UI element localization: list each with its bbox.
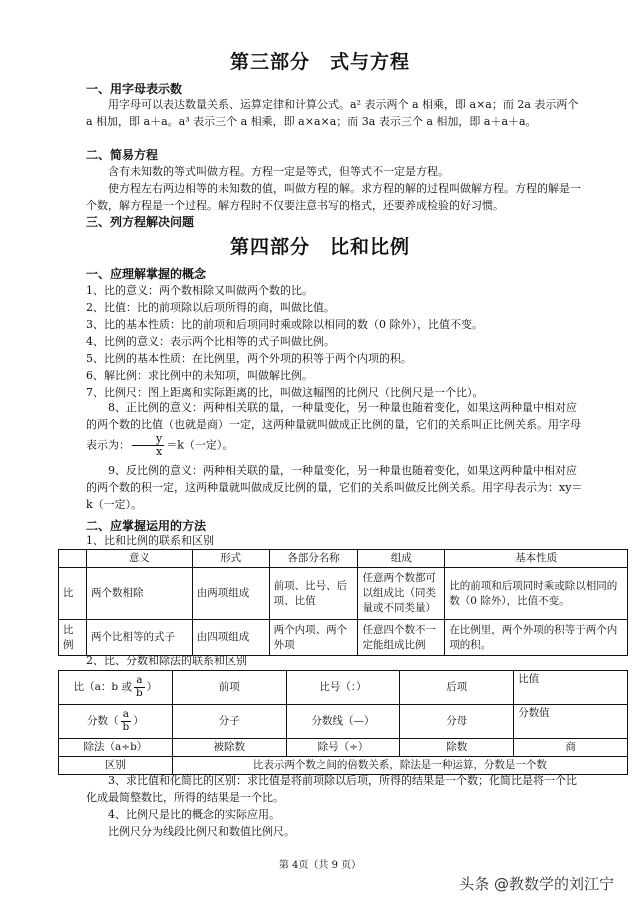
- ratio-proportion-table: [58, 549, 628, 656]
- table-cell: 比号（：）: [286, 671, 400, 705]
- table-cell: 分子: [172, 705, 286, 739]
- cell-text: 比（a：b 或: [73, 681, 132, 694]
- table-row: [59, 739, 628, 757]
- table-cell: 由四项组成: [192, 620, 269, 656]
- item3-ratio-vs-simplify: 3、求比值和化简比的区别：求比值是将前项除以后项，所得的结果是一个数；化简比是将一个比化成最简整数比，所得的结果是一个比。: [86, 774, 577, 805]
- table-cell: 比表示两个数之间的倍数关系，除法是一种运算，分数是一个数: [172, 757, 627, 775]
- table-cell: 前项: [172, 671, 286, 705]
- table-header-cell: 组成: [358, 550, 445, 568]
- table-cell: 任意四个数不一定能组成比例: [358, 620, 445, 656]
- part4-secB-title: 二、应掌握运用的方法: [86, 519, 207, 533]
- list-item: 5、比例的基本性质：在比例里，两个外项的积等于两个内项的积。: [86, 352, 412, 366]
- list-item: 2、比值：比的前项除以后项所得的商，叫做比值。: [86, 301, 335, 315]
- part3-sec1-body: 用字母可以表达数量关系、运算定律和计算公式。a² 表示两个 a 相乘，即 a×a；而 2a 表示两个 a 相加，即 a＋a。a³ 表示三个 a 相乘，即 a×a×a；而 3a 表示三个 a 相加，即 a＋a＋a。: [86, 98, 579, 129]
- fraction-denominator: b: [135, 687, 143, 699]
- table-cell: 两个内项、两个外项: [269, 620, 358, 656]
- item8-tail: ＝k（一定）。: [166, 438, 234, 452]
- table-cell: 两个比相等的式子: [86, 620, 192, 656]
- table-row: [59, 671, 628, 705]
- table2-caption: 2、比、分数和除法的联系和区别: [86, 654, 247, 667]
- table-row: [59, 568, 628, 620]
- table1-caption: 1、比和比例的联系和区别: [86, 534, 214, 547]
- list-item: 7、比例尺：图上距离和实际距离的比，叫做这幅图的比例尺（比例尺是一个比）。: [86, 386, 484, 400]
- watermark: 头条 @教数学的刘江宁: [459, 875, 614, 893]
- list-item: 6、解比例：求比例中的未知项，叫做解比例。: [86, 369, 313, 383]
- table-header-cell: 形式: [192, 550, 269, 568]
- table-cell: 任意两个数都可以组成比（同类量或不同类量）: [358, 568, 445, 620]
- cell-text: 分数（: [87, 715, 119, 728]
- table-cell: 除法（a÷b）: [59, 739, 173, 757]
- page-footer: 第 4页（共 9 页）: [278, 860, 362, 871]
- fraction-denominator: x: [156, 445, 163, 459]
- item4-scale: 4、比例尺是比的概念的实际应用。: [108, 808, 280, 821]
- list-item: 1、比的意义：两个数相除又叫做两个数的比。: [86, 284, 313, 297]
- item9-inverse-proportion: 9、反比例的意义：两种相关联的量，一种量变化，另一种量也随着变化，如果这两种量中相对应的两个数的积一定，这两种量就叫做成反比例的量，它们的关系叫做反比例关系。用字母表示为：xy＝k（一定）。: [86, 464, 583, 512]
- table-cell: 被除数: [172, 739, 286, 757]
- table-cell: 比值: [514, 671, 628, 705]
- table-header-cell: [59, 550, 87, 568]
- table-cell: 区别: [59, 757, 173, 775]
- table-cell: 分数值: [514, 705, 628, 739]
- fraction-denominator: b: [122, 721, 130, 733]
- table-header-cell: 基本性质: [445, 550, 628, 568]
- table-cell: 除号（÷）: [286, 739, 400, 757]
- cell-text: ）: [146, 681, 158, 694]
- table-cell: 前项、比号、后项、比值: [269, 568, 358, 620]
- a-over-b-fraction: [134, 675, 145, 699]
- item4-scale-types: 比例尺分为线段比例尺和数值比例尺。: [108, 825, 295, 838]
- concept-list: [86, 282, 586, 401]
- table-row: [59, 705, 628, 739]
- table-cell: [59, 671, 173, 705]
- table-header-cell: 意义: [86, 550, 192, 568]
- table-header-row: [59, 550, 628, 568]
- ratio-fraction-division-table: [58, 670, 628, 775]
- table-cell: 比例: [59, 620, 87, 656]
- part3-sec2-title: 二、简易方程: [86, 148, 159, 162]
- y-over-x-fraction: [132, 433, 164, 458]
- part3-sec1-title: 一、用字母表示数: [86, 82, 183, 96]
- fraction-numerator: y: [132, 433, 164, 446]
- table-cell: 比: [59, 568, 87, 620]
- table-header-cell: 各部分名称: [269, 550, 358, 568]
- item8-text: 8、正比例的意义：两种相关联的量，一种量变化，另一种量也随着变化，如果这两种量中相对应的两个数的比值（也就是商）一定，这两种量就叫做成正比例的量，它们的关系叫正比例关系。用字母表示为：: [86, 401, 581, 452]
- list-item: 4、比例的意义：表示两个比相等的式子叫做比例。: [86, 335, 335, 349]
- item8-direct-proportion: [86, 399, 586, 458]
- table-cell: 除数: [400, 739, 514, 757]
- table-cell: 分数线（—）: [286, 705, 400, 739]
- part3-sec2-p1: 含有未知数的等式叫做方程。方程一定是等式，但等式不一定是方程。: [108, 165, 449, 178]
- fraction-numerator: a: [121, 709, 132, 722]
- part4-secA-title: 一、应理解掌握的概念: [86, 267, 207, 281]
- table-cell: 由两项组成: [192, 568, 269, 620]
- table-cell: 分母: [400, 705, 514, 739]
- part4-title: 第四部分 比和比例: [229, 236, 410, 258]
- table-cell: 商: [514, 739, 628, 757]
- cell-text: ）: [133, 715, 144, 728]
- fraction-numerator: a: [134, 675, 145, 688]
- table-cell: 后项: [400, 671, 514, 705]
- table-cell: [59, 705, 173, 739]
- part3-sec2-p2: 使方程左右两边相等的未知数的值，叫做方程的解。求方程的解的过程叫做解方程。方程的解是一个数，解方程是一个过程。解方程时不仅要注意书写的格式，还要养成检验的好习惯。: [86, 182, 581, 213]
- a-over-b-fraction: [121, 709, 132, 733]
- table-cell: 在比例里，两个外项的积等于两个内项的积。: [445, 620, 628, 656]
- part3-sec3-title: 三、列方程解决问题: [86, 215, 195, 229]
- table-cell: 两个数相除: [86, 568, 192, 620]
- list-item: 3、比的基本性质：比的前项和后项同时乘或除以相同的数（0 除外），比值不变。: [86, 318, 483, 332]
- table-cell: 比的前项和后项同时乘或除以相同的数（0 除外），比值不变。: [445, 568, 628, 620]
- table-row: [59, 620, 628, 656]
- part3-title: 第三部分 式与方程: [229, 51, 410, 73]
